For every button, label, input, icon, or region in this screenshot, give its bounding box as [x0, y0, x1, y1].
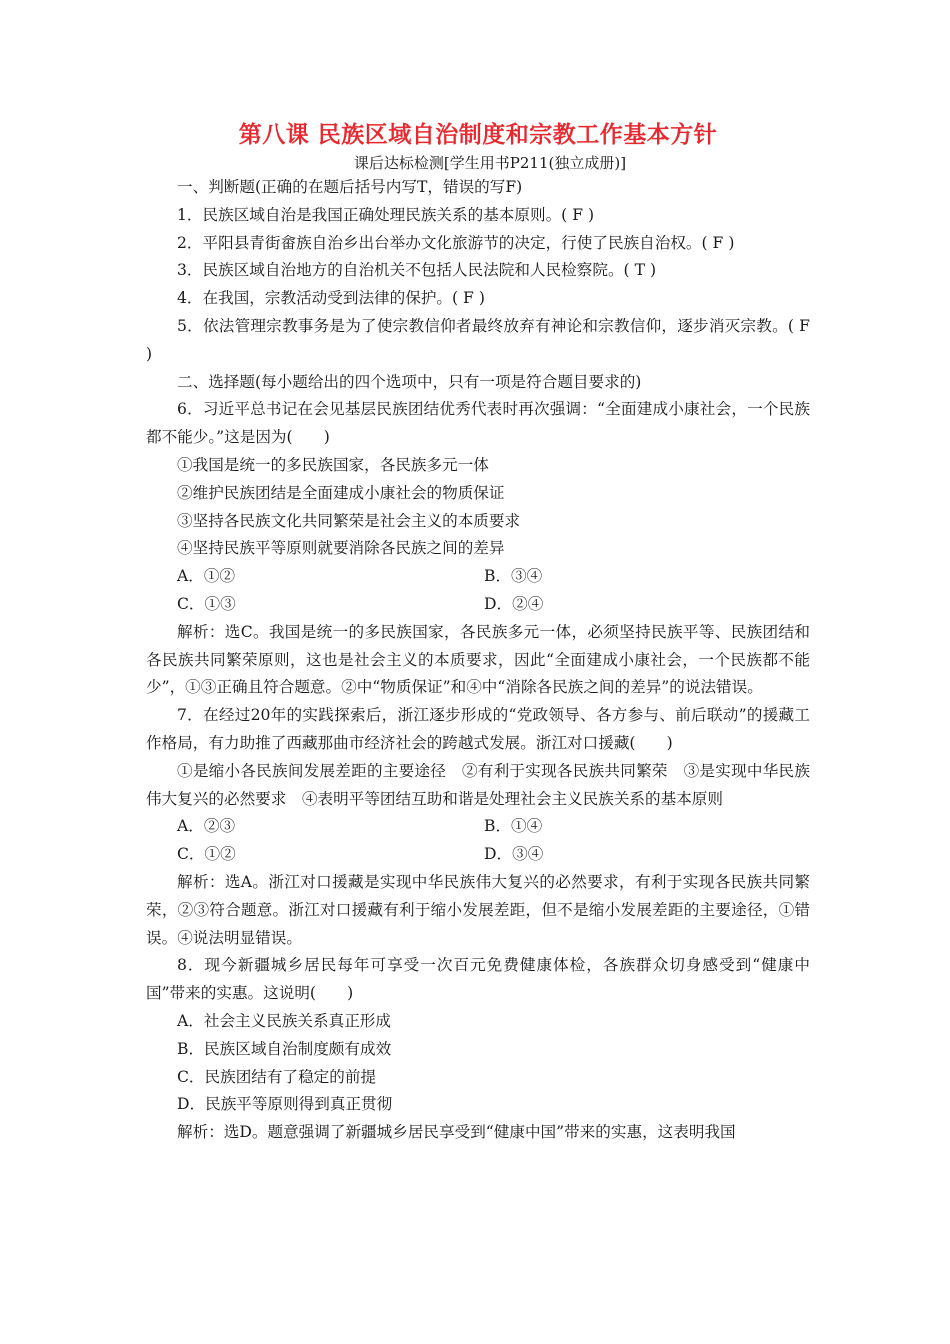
question-8-stem: 8．现今新疆城乡居民每年可享受一次百元免费健康体检，各族群众切身感受到“健康中国”带来的实惠。这说明( ): [146, 956, 810, 1003]
document-page: [146, 118, 810, 1147]
question-6-options-ab: [146, 563, 810, 591]
judge-item-5: 5．依法管理宗教事务是为了使宗教信仰者最终放弃有神论和宗教信仰，逐步消灭宗教。( F ): [146, 316, 810, 363]
judge-item-4: 4．在我国，宗教活动受到法律的保护。( F ): [177, 289, 485, 308]
judge-item-3: 3．民族区域自治地方的自治机关不包括人民法院和人民检察院。( T ): [177, 261, 657, 280]
question-6-option-b: B．③④: [484, 567, 543, 586]
question-6-option-a: A．①②: [177, 567, 236, 586]
question-8-option-c: C．民族团结有了稳定的前提: [177, 1067, 377, 1086]
question-6-item-1: ①我国是统一的多民族国家，各民族多元一体: [177, 455, 489, 474]
page-subtitle: 课后达标检测[学生用书P211(独立成册)]: [353, 154, 627, 172]
question-8-option-a: A．社会主义民族关系真正形成: [177, 1011, 391, 1030]
question-8-option-b: B．民族区域自治制度颇有成效: [177, 1039, 392, 1058]
question-7-option-b: B．①④: [484, 817, 543, 836]
question-6-item-2: ②维护民族团结是全面建成小康社会的物质保证: [177, 483, 505, 502]
question-6-item-4: ④坚持民族平等原则就要消除各民族之间的差异: [177, 539, 505, 558]
page-title: 第八课 民族区域自治制度和宗教工作基本方针: [238, 121, 718, 148]
section-heading-choice: 二、选择题(每小题给出的四个选项中，只有一项是符合题目要求的): [177, 372, 642, 391]
question-7-stem: 7．在经过20年的实践探索后，浙江逐步形成的“党政领导、各方参与、前后联动”的援藏工作格局，有力助推了西藏那曲市经济社会的跨越式发展。浙江对口援藏( ): [146, 706, 810, 752]
question-7-analysis: 解析：选A。浙江对口援藏是实现中华民族伟大复兴的必然要求，有利于实现各民族共同繁荣，②③符合题意。浙江对口援藏有利于缩小发展差距，但不是缩小发展差距的主要途径，①错误。④说法明显错误。: [146, 872, 810, 947]
question-7-option-d: D．③④: [484, 845, 544, 864]
section-heading-judge: 一、判断题(正确的在题后括号内写T，错误的写F): [177, 178, 523, 196]
question-6-stem: 6．习近平总书记在会见基层民族团结优秀代表时再次强调：“全面建成小康社会，一个民族都不能少。”这是因为( ): [146, 400, 810, 447]
question-6-item-3: ③坚持各民族文化共同繁荣是社会主义的本质要求: [177, 511, 521, 530]
question-6-option-d: D．②④: [484, 594, 544, 613]
question-6-option-c: C．①③: [177, 594, 236, 613]
question-6-analysis: 解析：选C。我国是统一的多民族国家，各民族多元一体，必须坚持民族平等、民族团结和各民族共同繁荣原则，这也是社会主义的本质要求，因此“全面建成小康社会，一个民族都不能少”，①③正确且符合题意。②中“物质保证”和④中“消除各民族之间的差异”的说法错误。: [146, 622, 810, 697]
judge-item-2: 2．平阳县青街畲族自治乡出台举办文化旅游节的决定，行使了民族自治权。( F ): [177, 233, 735, 252]
question-7-option-a: A．②③: [177, 817, 236, 836]
judge-item-1: 1．民族区域自治是我国正确处理民族关系的基本原则。( F ): [177, 205, 595, 224]
question-8-option-d: D．民族平等原则得到真正贯彻: [177, 1095, 393, 1114]
question-7-options-ab: [146, 813, 810, 841]
question-7-items: ①是缩小各民族间发展差距的主要途径 ②有利于实现各民族共同繁荣 ③是实现中华民族伟大复兴的必然要求 ④表明平等团结互助和谐是处理社会主义民族关系的基本原则: [146, 761, 810, 808]
question-6-options-cd: [146, 591, 810, 619]
question-7-options-cd: [146, 841, 810, 869]
question-7-option-c: C．①②: [177, 845, 236, 864]
question-8-analysis: 解析：选D。题意强调了新疆城乡居民享受到“健康中国”带来的实惠，这表明我国: [177, 1123, 736, 1142]
